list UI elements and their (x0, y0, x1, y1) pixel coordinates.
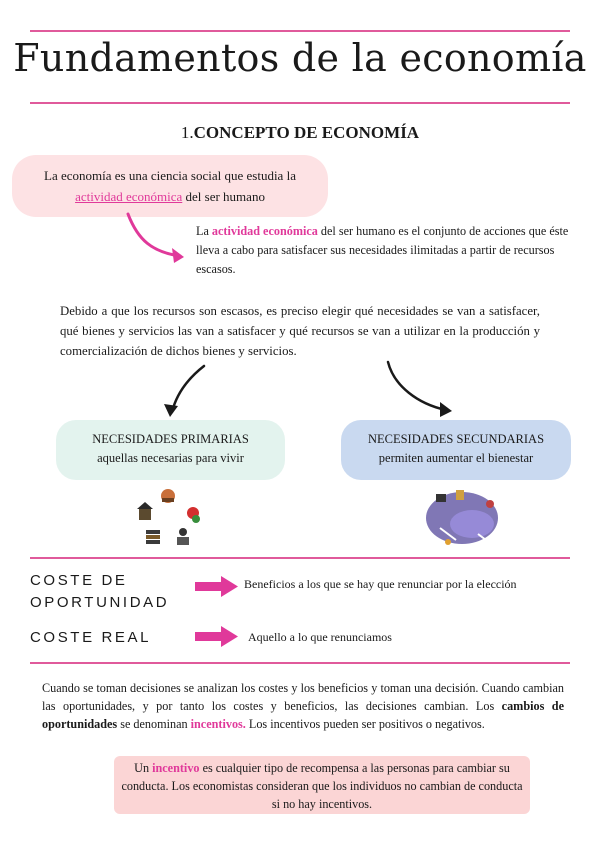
section-number: 1. (180, 123, 194, 142)
scarcity-paragraph: Debido a que los recursos son escasos, es preciso elegir qué necesidades se van a satisfacer, qué bienes y servicios las van a satisfacer y qué recursos se van a utilizar en la producción y comercialización de dichos bienes y servicios. (60, 304, 540, 358)
primary-needs-illustration (137, 489, 200, 545)
black-curved-arrow-icon (388, 362, 452, 417)
decisions-part2: se denominan (117, 717, 191, 731)
definition-after: del ser humano es el conjunto de acciones que éste lleva a cabo para satisfacer sus necesidades ilimitadas a partir de recursos escasos. (196, 224, 569, 276)
definition-text (196, 222, 586, 279)
lower-rule (30, 662, 570, 664)
coste-real-desc: Aquello a lo que renunciamos (248, 630, 392, 644)
pink-arrow-icon (195, 626, 238, 647)
top-rule (30, 30, 570, 32)
secondary-needs-desc: permiten aumentar el bienestar (378, 451, 534, 465)
primary-needs-title: NECESIDADES PRIMARIAS (92, 432, 249, 446)
curved-arrow-icon (128, 214, 184, 263)
page-title: Fundamentos de la economía (13, 36, 587, 80)
cambios-oportunidades: cambios de oportunidades (42, 699, 564, 731)
coste-real-label: COSTE REAL (30, 629, 152, 646)
coste-oportunidad-desc: Beneficios a los que se hay que renunciar por la elección (244, 577, 517, 591)
pink-arrow-icon (195, 576, 238, 597)
primary-needs-desc: aquellas necesarias para vivir (97, 451, 244, 465)
decisions-paragraph (42, 679, 564, 733)
title-rule (30, 102, 570, 104)
intro-line: La economía es una ciencia social que estudia la (44, 168, 296, 183)
black-curved-arrow-icon (164, 366, 204, 417)
incentive-before: Un (134, 761, 153, 775)
definition-highlight: actividad económica (211, 224, 318, 238)
middle-rule (30, 557, 570, 559)
definition-before: La (196, 224, 212, 238)
incentive-after: es cualquier tipo de recompensa a las personas para cambiar su conducta. Los economistas consideran que los individuos no cambian de conducta si no hay incentivos. (121, 761, 523, 811)
decisions-part1: Cuando se toman decisiones se analizan los costes y los beneficios y toman una decisión. Cuando cambian las oportunidades, y por tanto los costes y beneficios, las decisiones cambian. Los (42, 681, 564, 713)
decisions-part3: Los incentivos pueden ser positivos o negativos. (245, 717, 485, 731)
coste-oportunidad-label (30, 570, 169, 614)
coste-oportunidad-line1: COSTE DE (30, 572, 128, 589)
incentivo-term: incentivo (152, 761, 200, 775)
secondary-needs-box (341, 420, 571, 480)
section-title: CONCEPTO DE ECONOMÍA (193, 123, 420, 142)
incentivos-term: incentivos. (190, 717, 246, 731)
coste-oportunidad-line2: OPORTUNIDAD (30, 594, 170, 611)
secondary-needs-title: NECESIDADES SECUNDARIAS (367, 432, 545, 446)
incentive-definition-box (114, 756, 530, 814)
intro-bubble (12, 155, 328, 217)
secondary-needs-illustration (426, 490, 498, 546)
primary-needs-box (56, 420, 285, 480)
actividad-economica-link[interactable]: actividad económica (75, 189, 183, 204)
intro-rest: del ser humano (182, 189, 265, 204)
section-heading (0, 123, 600, 143)
